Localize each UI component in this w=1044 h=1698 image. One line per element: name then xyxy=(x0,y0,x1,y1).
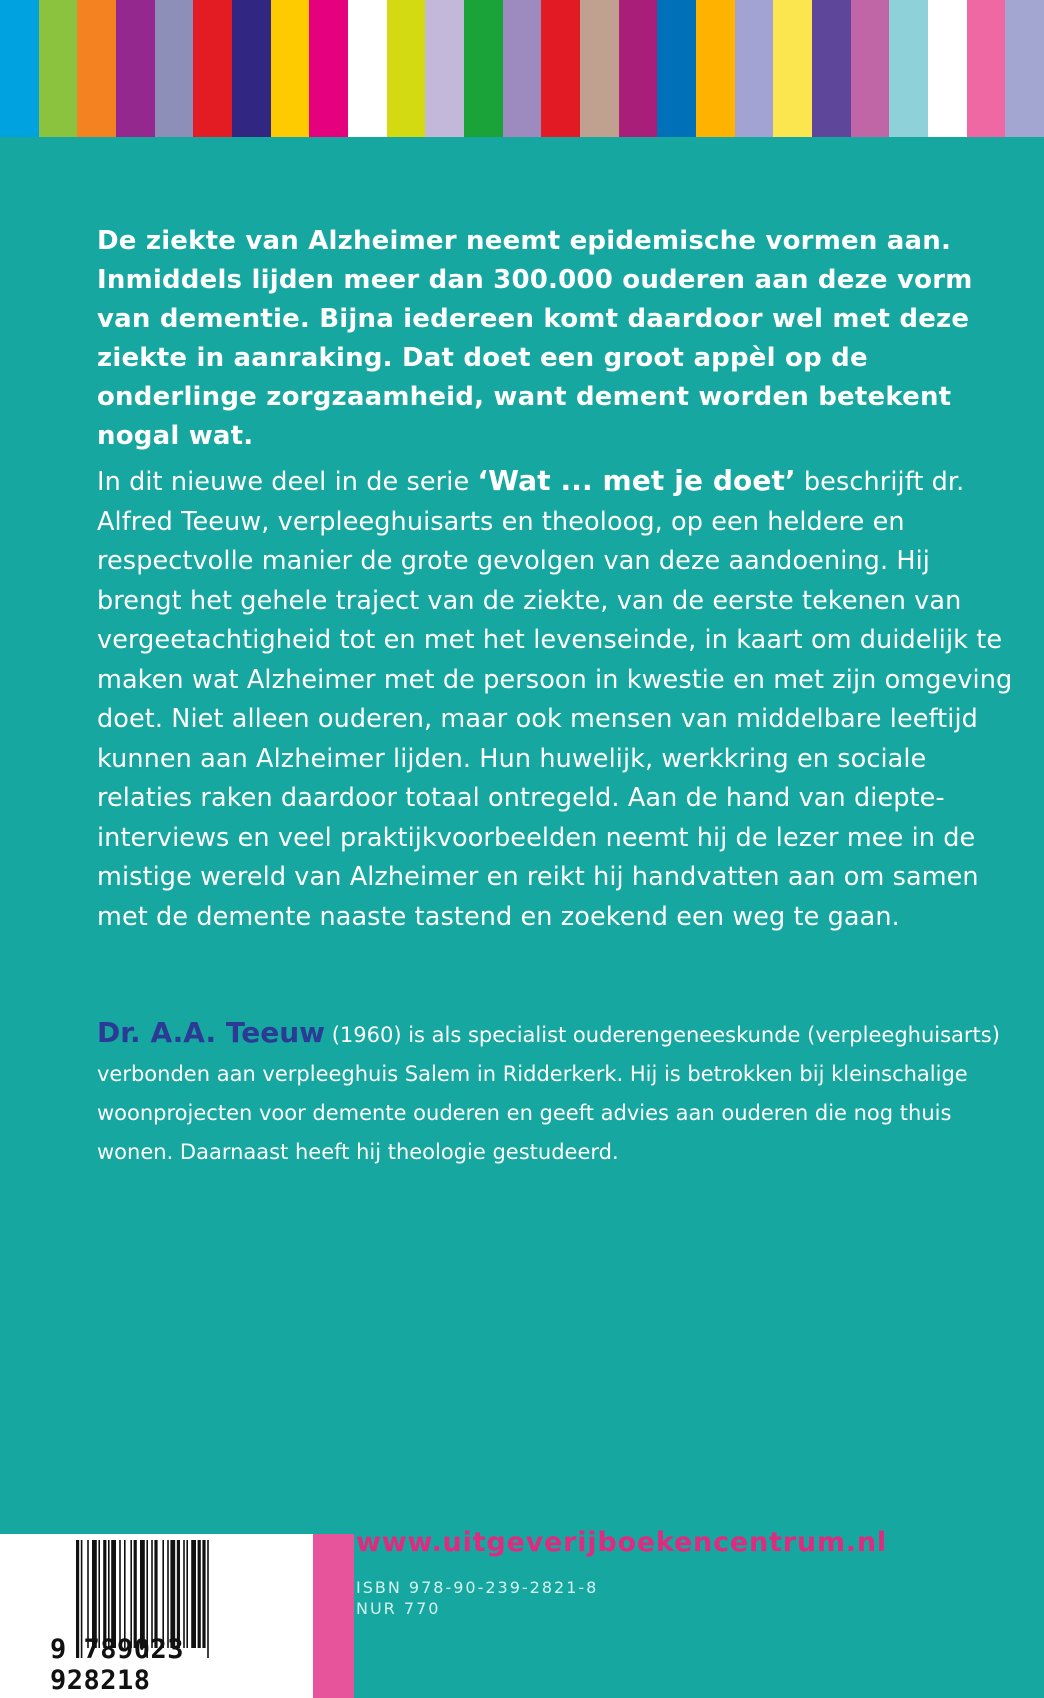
color-stripe xyxy=(464,0,503,137)
description-rest: beschrijft dr. Alfred Teeuw, verpleeghuisarts en theoloog, op een heldere en respectvolle manier de grote gevolgen van deze aandoening. Hij brengt het gehele traject van de ziekte, van de eerste tekenen van vergeetachtigheid tot en met het levenseinde, in kaart om duidelijk te maken wat Alzheimer met de persoon in kwestie en met zijn omgeving doet. Niet alleen ouderen, maar ook mensen van middelbare leeftijd kunnen aan Alzheimer lijden. Hun huwelijk, werkkring en sociale relaties raken daardoor totaal ontregeld. Aan de hand van diepte-interviews en veel praktijkvoorbeelden neemt hij de lezer mee in de mistige wereld van Alzheimer en reikt hij handvatten aan om samen met de demente naaste tastend en zoekend een weg te gaan. xyxy=(97,467,1013,932)
intro-paragraph: De ziekte van Alzheimer neemt epidemische vormen aan. Inmiddels lijden meer dan 300.000 ouderen aan deze vorm van dementie. Bijna iedereen komt daardoor wel met deze ziekte in aanraking. Dat doet een groot appèl op de onderlinge zorgzaamheid, want dement worden betekent nogal wat. xyxy=(97,226,973,451)
color-stripe xyxy=(232,0,271,137)
nur-code: NUR 770 xyxy=(356,1599,441,1618)
color-stripe xyxy=(735,0,774,137)
color-stripe xyxy=(348,0,387,137)
color-stripe xyxy=(773,0,812,137)
color-stripe xyxy=(39,0,78,137)
color-stripe xyxy=(1005,0,1044,137)
color-stripe xyxy=(967,0,1006,137)
color-stripe xyxy=(889,0,928,137)
author-bio-text: (1960) is als specialist ouderengeneeskunde (verpleeghuisarts) verbonden aan verpleeghuis Salem in Ridderkerk. Hij is betrokken bij kleinschalige woonprojecten voor demente ouderen en geeft advies aan ouderen die nog thuis wonen. Daarnaast heeft hij theologie gestudeerd. xyxy=(97,1023,1000,1164)
color-stripe xyxy=(696,0,735,137)
color-stripe xyxy=(309,0,348,137)
color-stripe xyxy=(619,0,658,137)
color-stripe xyxy=(425,0,464,137)
series-title: ‘Wat ... met je doet’ xyxy=(477,464,796,497)
color-stripe xyxy=(812,0,851,137)
color-stripe xyxy=(503,0,542,137)
color-stripe xyxy=(155,0,194,137)
description-lead: In dit nieuwe deel in de serie xyxy=(97,467,478,497)
color-stripe xyxy=(77,0,116,137)
color-stripe xyxy=(116,0,155,137)
color-stripe xyxy=(657,0,696,137)
author-name: Dr. A.A. Teeuw xyxy=(97,1016,326,1049)
color-stripe xyxy=(0,0,39,137)
color-stripe xyxy=(851,0,890,137)
color-stripe xyxy=(928,0,967,137)
isbn-number: ISBN 978-90-239-2821-8 xyxy=(356,1578,599,1597)
color-stripe-band xyxy=(0,0,1044,137)
color-stripe xyxy=(580,0,619,137)
publisher-website[interactable]: www.uitgeverijboekencentrum.nl xyxy=(356,1527,887,1558)
pink-accent-strip xyxy=(313,1534,354,1698)
barcode-number: 9 789023 928218 xyxy=(50,1634,185,1696)
color-stripe xyxy=(541,0,580,137)
color-stripe xyxy=(271,0,310,137)
description-paragraph xyxy=(97,461,1017,937)
color-stripe xyxy=(387,0,426,137)
author-bio xyxy=(97,1013,1017,1172)
color-stripe xyxy=(193,0,232,137)
